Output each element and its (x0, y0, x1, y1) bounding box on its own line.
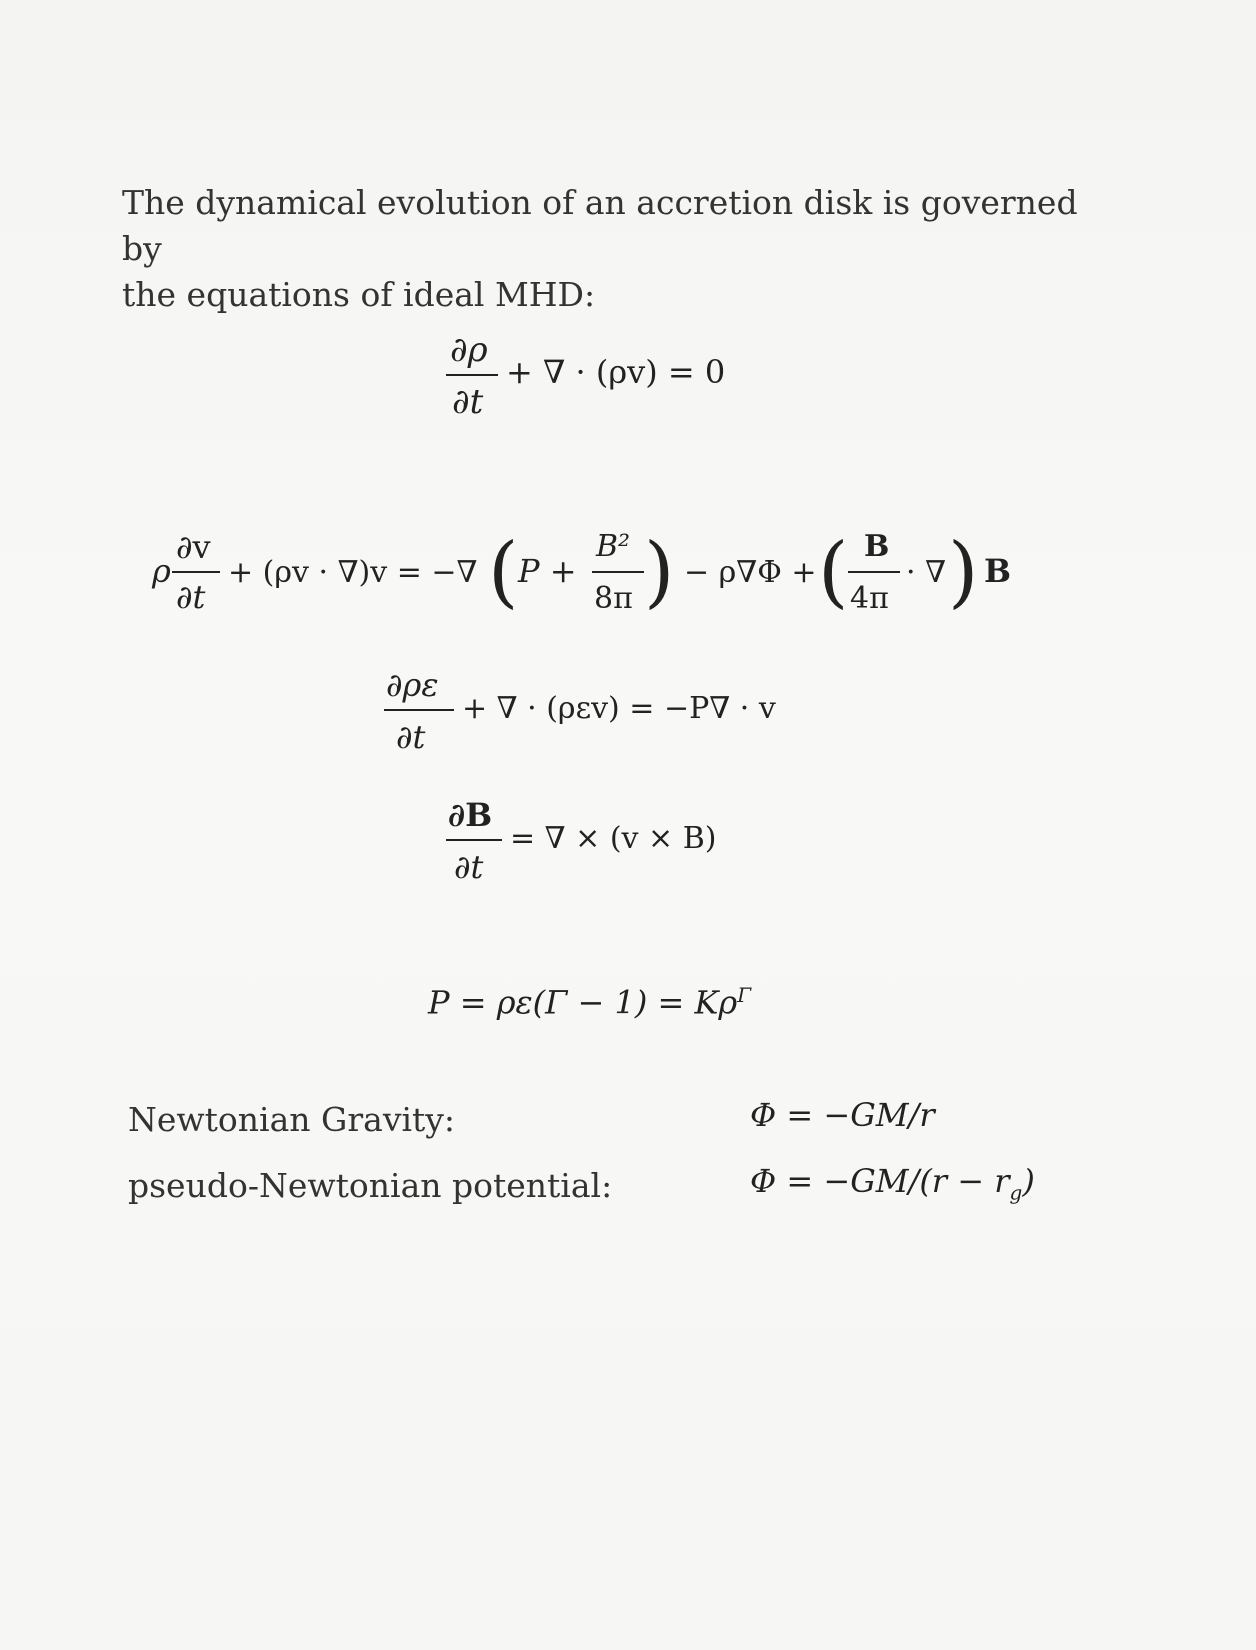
momentum-equation (148, 520, 1048, 634)
pseudo-newtonian-formula (750, 1162, 1035, 1204)
induction-rest: = ∇ × (v × B) (510, 821, 717, 856)
continuity-equation (440, 325, 780, 429)
induction-equation-svg (440, 790, 780, 890)
intro-paragraph (122, 180, 1102, 318)
intro-line-2: the equations of ideal MHD: (122, 275, 596, 314)
continuity-denominator: ∂t (452, 382, 484, 422)
state-superscript: Γ (737, 983, 752, 1007)
momentum-dot-nabla: · ∇ (906, 555, 947, 590)
continuity-rest: + ∇ · (ρv) = 0 (506, 353, 726, 391)
momentum-lead: ρ (152, 552, 171, 590)
intro-line-1: The dynamical evolution of an accretion disk is governed by (122, 183, 1078, 268)
energy-numerator: ∂ρε (386, 666, 439, 704)
state-text: P = ρε(Γ − 1) = Kρ (428, 983, 738, 1022)
momentum-b-numerator: B (864, 529, 890, 564)
equation-of-state (428, 983, 751, 1022)
left-paren: ( (488, 527, 519, 617)
momentum-gravity-term: − ρ∇Φ + (684, 555, 817, 590)
induction-numerator: ∂B (448, 796, 493, 834)
pseudo-newtonian-close: ) (1022, 1162, 1035, 1200)
energy-equation-svg (380, 660, 840, 760)
newtonian-gravity-label: Newtonian Gravity: (128, 1100, 456, 1139)
momentum-denominator: ∂t (176, 578, 206, 616)
pseudo-newtonian-subscript: g (1009, 1180, 1023, 1205)
momentum-numerator: ∂v (176, 528, 211, 566)
newtonian-gravity-formula: Φ = −GM/r (750, 1096, 935, 1134)
induction-denominator: ∂t (454, 848, 484, 886)
momentum-p: P + (518, 552, 577, 590)
momentum-four-pi: 4π (850, 581, 889, 616)
continuity-equation-svg (440, 325, 780, 425)
energy-rest: + ∇ · (ρεv) = −P∇ · v (462, 691, 776, 726)
momentum-b-squared: B² (596, 529, 631, 564)
right-paren-2: ) (948, 527, 979, 617)
pseudo-newtonian-label: pseudo-Newtonian potential: (128, 1166, 613, 1205)
energy-denominator: ∂t (396, 718, 426, 756)
induction-equation (440, 790, 780, 894)
pseudo-newtonian-formula-main: Φ = −GM/(r − r (750, 1162, 1010, 1200)
momentum-eight-pi: 8π (594, 581, 633, 616)
momentum-tail: B (984, 552, 1012, 590)
continuity-numerator: ∂ρ (450, 330, 488, 370)
right-paren: ) (644, 527, 675, 617)
momentum-middle: + (ρv · ∇)v = −∇ (228, 555, 478, 590)
energy-equation (380, 660, 840, 764)
left-paren-2: ( (818, 527, 849, 617)
momentum-equation-svg (148, 520, 1048, 630)
